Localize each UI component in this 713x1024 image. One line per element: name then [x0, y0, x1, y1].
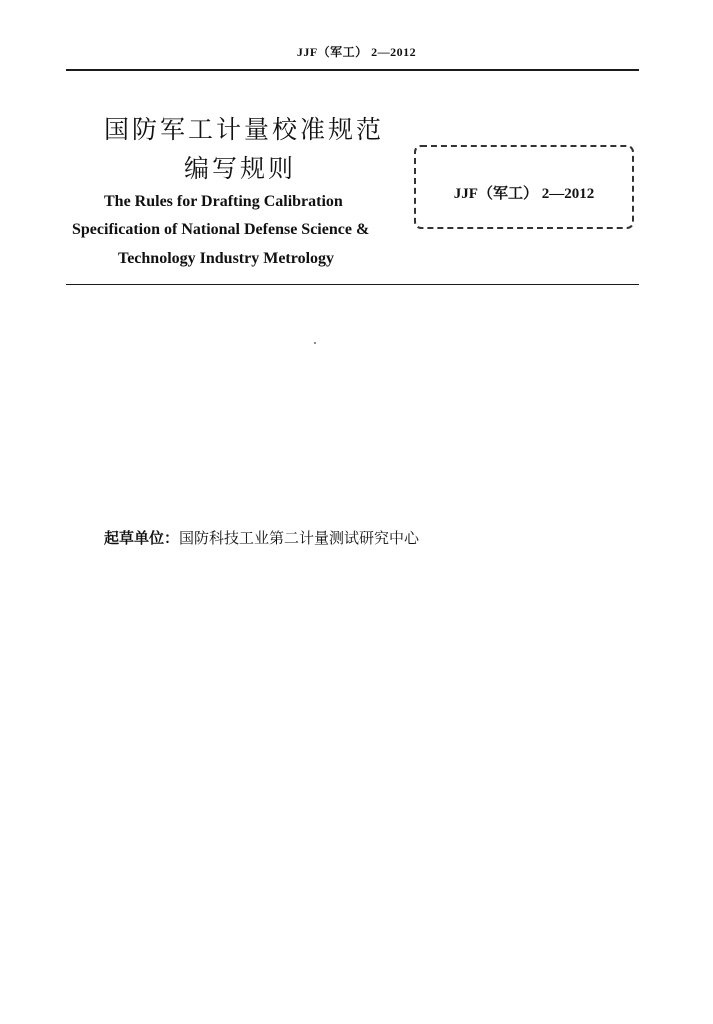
standard-code: JJF（军工） 2—2012 — [453, 186, 595, 202]
title-english-line-1: The Rules for Drafting Calibration — [104, 193, 343, 210]
running-header-code: JJF（军工） 2—2012 — [296, 45, 417, 59]
title-chinese-line-2: 编写规则 — [184, 154, 297, 183]
scan-speck — [314, 342, 316, 344]
drafting-unit-name: 国防科技工业第二计量测试研究中心 — [179, 529, 420, 547]
standard-code-box — [414, 145, 634, 229]
title-chinese-line-1: 国防军工计量校准规范 — [104, 115, 385, 144]
header-rule — [66, 69, 639, 71]
title-rule — [66, 284, 639, 285]
title-english-line-3: Technology Industry Metrology — [118, 250, 335, 267]
drafting-unit-line — [104, 527, 419, 548]
drafting-unit-label: 起草单位： — [104, 529, 180, 547]
title-english-line-2: Specification of National Defense Science & — [72, 221, 370, 238]
